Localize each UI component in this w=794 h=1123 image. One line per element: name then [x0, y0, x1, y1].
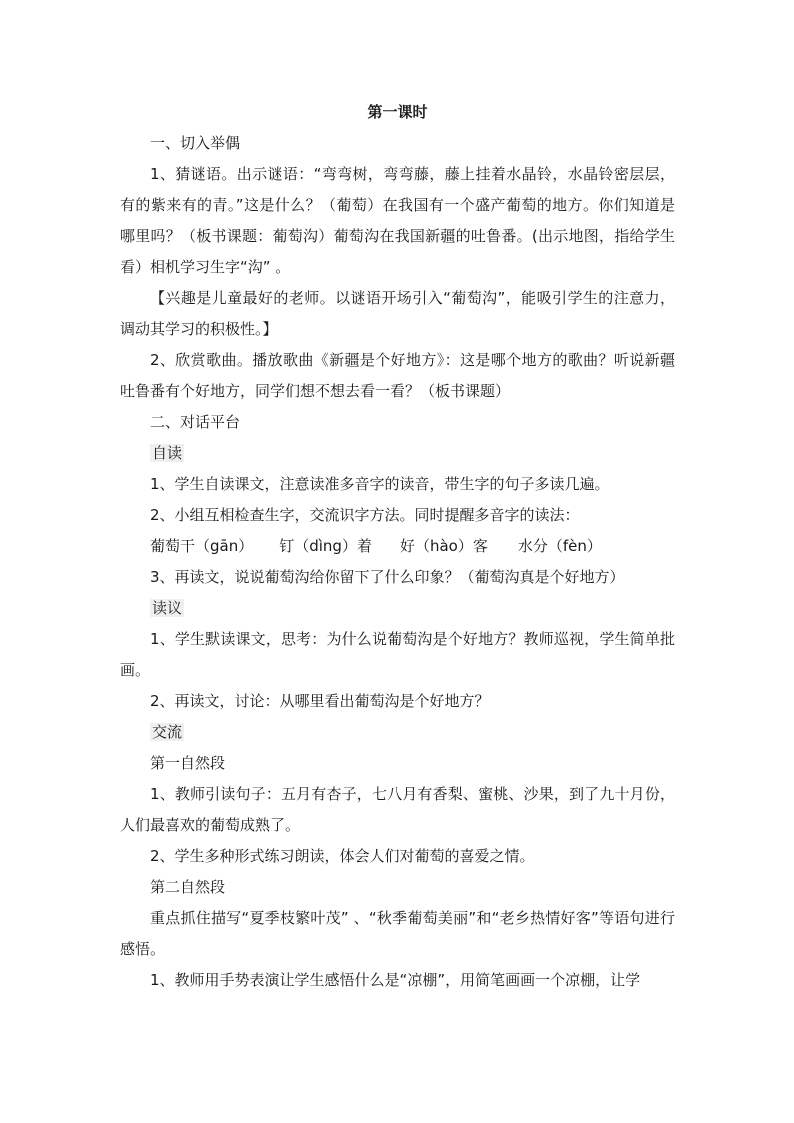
pinyin-item: 水分（fèn）: [517, 537, 602, 555]
label-paragraph-two: 第二自然段: [150, 878, 226, 896]
pinyin-item: 葡萄干（gān）: [150, 537, 254, 555]
paragraph-read-discuss-2: 2、再读文，讨论：从哪里看出葡萄沟是个好地方？: [150, 692, 490, 710]
paragraph-two-intro: 重点抓住描写“夏季枝繁叶茂” 、“秋季葡萄美丽”和“老乡热情好客”等语句进行感悟。: [120, 909, 675, 958]
label-read-discuss: [120, 593, 675, 624]
paragraph-read-discuss-1: 1、学生默读课文，思考：为什么说葡萄沟是个好地方？教师巡视，学生简单批画。: [120, 630, 675, 679]
label-self-reading-text: 自读: [152, 444, 183, 462]
paragraph-self-reading-1: 1、学生自读课文，注意读准多音字的读音，带生字的句子多读几遍。: [150, 475, 610, 493]
paragraph-teaching-note: 【兴趣是儿童最好的老师。以谜语开场引入“葡萄沟”，能吸引学生的注意力，调动其学习的积极性。】: [120, 289, 675, 338]
label-self-reading: [120, 438, 675, 469]
pinyin-list: [120, 531, 675, 562]
label-read-discuss-text: 读议: [152, 599, 183, 617]
paragraph-song: 2、欣赏歌曲。播放歌曲《新疆是个好地方》：这是哪个地方的歌曲？听说新疆吐鲁番有个好地方，同学们想不想去看一看？（板书课题）: [120, 351, 675, 400]
paragraph-one-2: 2、学生多种形式练习朗读，体会人们对葡萄的喜爱之情。: [150, 847, 535, 865]
pinyin-item: 钉（dìng）着: [279, 537, 372, 555]
paragraph-one-1: 1、教师引读句子：五月有杏子，七八月有香梨、蜜桃、沙果，到了九十月份，人们最喜欢的葡萄成熟了。: [120, 785, 675, 834]
paragraph-two-1: 1、教师用手势表演让学生感悟什么是“凉棚”，用简笔画画一个凉棚，让学: [150, 971, 641, 989]
section-heading-dialogue: 二、对话平台: [150, 413, 241, 431]
paragraph-riddle: 1、猜谜语。出示谜语：“弯弯树，弯弯藤，藤上挂着水晶铃，水晶铃密层层，有的紫来有的青。”这是什么？（葡萄）在我国有一个盛产葡萄的地方。你们知道是哪里吗？（板书课题：葡萄沟）葡萄沟在我国新疆的吐鲁番。(出示地图，指给学生看）相机学习生字“沟” 。: [120, 165, 675, 276]
label-paragraph-one: 第一自然段: [150, 754, 226, 772]
label-exchange: [120, 717, 675, 748]
pinyin-item: 好（hào）客: [399, 537, 488, 555]
document-body: [120, 96, 675, 996]
page-title: 第一课时: [367, 103, 428, 121]
label-exchange-text: 交流: [152, 723, 183, 741]
section-heading-intro: 一、切入举偶: [150, 134, 241, 152]
paragraph-self-reading-2: 2、小组互相检查生字，交流识字方法。同时提醒多音字的读法：: [150, 506, 580, 524]
paragraph-self-reading-3: 3、再读文，说说葡萄沟给你留下了什么印象？（葡萄沟真是个好地方）: [150, 568, 625, 586]
